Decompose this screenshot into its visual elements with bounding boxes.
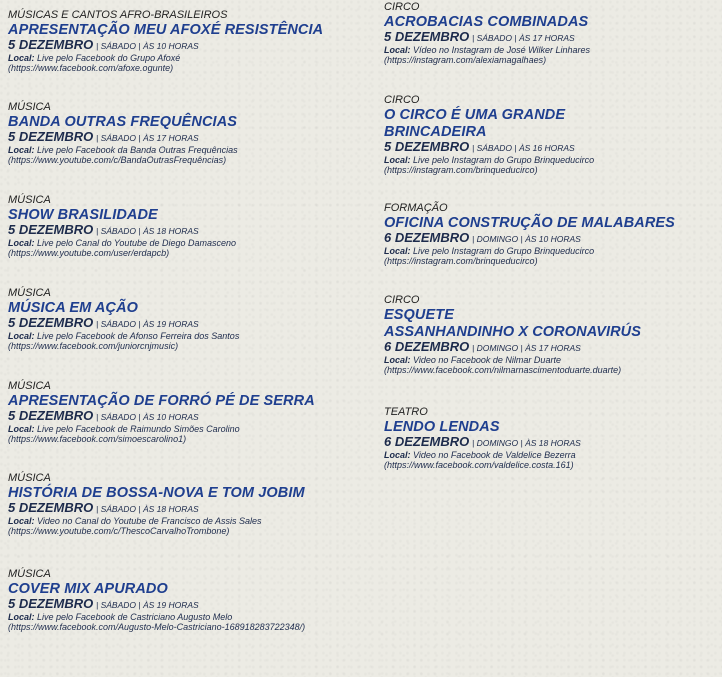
event-time: | SÁBADO | ÀS 10 HORAS <box>96 41 199 51</box>
event-date: 5 DEZEMBRO <box>8 129 94 144</box>
event-category: TEATRO <box>384 406 428 418</box>
event-item <box>8 568 368 632</box>
event-location <box>384 246 720 256</box>
event-category: MÚSICA <box>8 194 51 206</box>
event-dateline <box>384 341 720 355</box>
event-dateline <box>8 39 368 53</box>
event-dateline <box>8 410 368 424</box>
event-location <box>8 145 368 155</box>
location-text: Live pelo Facebook do Grupo Afoxé <box>37 53 181 63</box>
event-date: 6 DEZEMBRO <box>384 434 470 449</box>
event-title: APRESENTAÇÃO MEU AFOXÉ RESISTÊNCIA <box>8 22 324 38</box>
event-location <box>384 355 720 365</box>
event-location <box>8 424 368 434</box>
location-text: Live pelo Facebook de Raimundo Simões Carolino <box>37 424 240 434</box>
event-date: 5 DEZEMBRO <box>8 315 94 330</box>
event-time: | SÁBADO | ÀS 10 HORAS <box>96 412 199 422</box>
event-link[interactable]: (https://www.facebook.com/nilmarnascimentoduarte.duarte) <box>384 365 622 375</box>
event-title: MÚSICA EM AÇÃO <box>8 300 139 316</box>
event-dateline <box>8 317 368 331</box>
event-category: CIRCO <box>384 294 420 306</box>
event-time: | DOMINGO | ÀS 17 HORAS <box>472 343 581 353</box>
event-time: | SÁBADO | ÀS 18 HORAS <box>96 504 199 514</box>
event-category: MÚSICA <box>8 287 51 299</box>
event-title: O CIRCO É UMA GRANDE <box>384 107 566 123</box>
event-category: MÚSICAS E CANTOS AFRO-BRASILEIROS <box>8 9 228 21</box>
event-title: SHOW BRASILIDADE <box>8 207 158 223</box>
event-dateline <box>384 141 720 155</box>
event-item <box>8 472 368 536</box>
event-category: CIRCO <box>384 1 420 13</box>
event-dateline <box>384 31 720 45</box>
location-text: Vídeo no Instagram de José Wilker Linhares <box>413 45 591 55</box>
event-date: 5 DEZEMBRO <box>8 408 94 423</box>
event-time: | SÁBADO | ÀS 17 HORAS <box>96 133 199 143</box>
event-location <box>384 155 720 165</box>
event-time: | SÁBADO | ÀS 19 HORAS <box>96 319 199 329</box>
event-dateline <box>8 598 368 612</box>
event-link[interactable]: (https://www.facebook.com/valdelice.costa.161) <box>384 460 574 470</box>
event-date: 5 DEZEMBRO <box>8 222 94 237</box>
event-title: ESQUETE <box>384 307 454 323</box>
event-item <box>8 9 368 73</box>
event-dateline <box>384 436 720 450</box>
event-category: FORMAÇÃO <box>384 202 448 214</box>
location-label: Local: <box>384 45 411 55</box>
location-text: Live pelo Facebook de Castriciano Augusto Melo <box>37 612 233 622</box>
event-location <box>384 450 720 460</box>
event-date: 5 DEZEMBRO <box>8 500 94 515</box>
event-title-line2: BRINCADEIRA <box>384 124 487 140</box>
location-label: Local: <box>8 331 35 341</box>
event-item <box>384 406 720 470</box>
event-link[interactable]: (https://instagram.com/alexiamagalhaes) <box>384 55 547 65</box>
event-link[interactable]: (https://www.facebook.com/simoescarolino1) <box>8 434 187 444</box>
event-title: ACROBACIAS COMBINADAS <box>384 14 589 30</box>
location-label: Local: <box>8 424 35 434</box>
event-date: 6 DEZEMBRO <box>384 339 470 354</box>
event-date: 5 DEZEMBRO <box>384 29 470 44</box>
location-text: Live pelo Canal do Youtube de Diego Damasceno <box>37 238 237 248</box>
location-label: Local: <box>8 53 35 63</box>
event-link[interactable]: (https://www.facebook.com/juniorcnjmusic) <box>8 341 179 351</box>
event-time: | SÁBADO | ÀS 19 HORAS <box>96 600 199 610</box>
location-label: Local: <box>384 246 411 256</box>
location-text: Video no Facebook de Valdelice Bezerra <box>413 450 576 460</box>
event-item <box>384 202 720 266</box>
event-date: 5 DEZEMBRO <box>8 596 94 611</box>
location-label: Local: <box>8 145 35 155</box>
location-label: Local: <box>8 516 35 526</box>
event-location <box>8 516 368 526</box>
event-category: MÚSICA <box>8 380 51 392</box>
location-text: Video no Facebook de Nilmar Duarte <box>413 355 561 365</box>
location-text: Live pelo Instagram do Grupo Brinqueducirco <box>413 246 595 256</box>
event-dateline <box>384 232 720 246</box>
event-item <box>8 194 368 258</box>
event-link[interactable]: (https://www.youtube.com/c/ThescoCarvalhoTrombone) <box>8 526 230 536</box>
location-text: Live pelo Facebook da Banda Outras Frequências <box>37 145 238 155</box>
event-location <box>8 53 368 63</box>
event-item <box>8 380 368 444</box>
location-text: Live pelo Instagram do Grupo Brinqueducirco <box>413 155 595 165</box>
event-title: OFICINA CONSTRUÇÃO DE MALABARES <box>384 215 675 231</box>
event-time: | DOMINGO | ÀS 18 HORAS <box>472 438 581 448</box>
event-time: | SÁBADO | ÀS 17 HORAS <box>472 33 575 43</box>
event-item <box>384 1 720 65</box>
location-label: Local: <box>384 155 411 165</box>
event-time: | SÁBADO | ÀS 18 HORAS <box>96 226 199 236</box>
event-link[interactable]: (https://instagram.com/brinqueducirco) <box>384 165 538 175</box>
event-category: CIRCO <box>384 94 420 106</box>
event-dateline <box>8 224 368 238</box>
event-date: 6 DEZEMBRO <box>384 230 470 245</box>
event-location <box>8 612 368 622</box>
location-label: Local: <box>8 612 35 622</box>
event-location <box>8 331 368 341</box>
event-item <box>384 94 720 175</box>
event-title: COVER MIX APURADO <box>8 581 168 597</box>
event-link[interactable]: (https://www.facebook.com/afoxe.ogunte) <box>8 63 174 73</box>
event-category: MÚSICA <box>8 472 51 484</box>
event-location <box>8 238 368 248</box>
event-item <box>8 287 368 351</box>
event-category: MÚSICA <box>8 568 51 580</box>
event-title: HISTÓRIA DE BOSSA-NOVA E TOM JOBIM <box>8 485 305 501</box>
event-title: APRESENTAÇÃO DE FORRÓ PÉ DE SERRA <box>8 393 315 409</box>
event-link[interactable]: (https://www.facebook.com/Augusto-Melo-Castriciano-168918283722348/) <box>8 622 306 632</box>
location-text: Live pelo Facebook de Afonso Ferreira dos Santos <box>37 331 240 341</box>
event-date: 5 DEZEMBRO <box>8 37 94 52</box>
event-location <box>384 45 720 55</box>
location-label: Local: <box>384 450 411 460</box>
event-item <box>8 101 368 165</box>
event-item <box>384 294 720 375</box>
event-time: | SÁBADO | ÀS 16 HORAS <box>472 143 575 153</box>
event-link[interactable]: (https://instagram.com/brinqueducirco) <box>384 256 538 266</box>
event-time: | DOMINGO | ÀS 10 HORAS <box>472 234 581 244</box>
event-title: LENDO LENDAS <box>384 419 500 435</box>
event-category: MÚSICA <box>8 101 51 113</box>
location-label: Local: <box>8 238 35 248</box>
event-dateline <box>8 131 368 145</box>
event-link[interactable]: (https://www.youtube.com/user/erdapcb) <box>8 248 170 258</box>
location-text: Video no Canal do Youtube de Francisco de Assis Sales <box>37 516 262 526</box>
event-link[interactable]: (https://www.youtube.com/c/BandaOutrasFrequências) <box>8 155 227 165</box>
event-date: 5 DEZEMBRO <box>384 139 470 154</box>
location-label: Local: <box>384 355 411 365</box>
event-dateline <box>8 502 368 516</box>
event-title: BANDA OUTRAS FREQUÊNCIAS <box>8 114 238 130</box>
event-title-line2: ASSANHANDINHO X CORONAVIRÚS <box>384 324 642 340</box>
